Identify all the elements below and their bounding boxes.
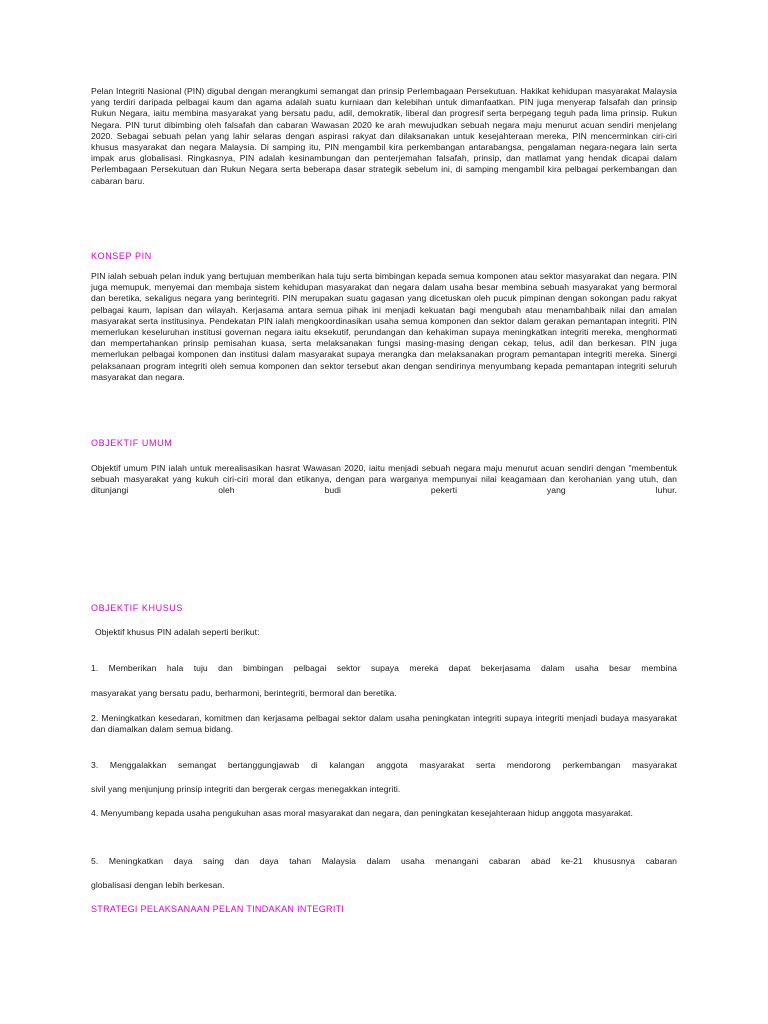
objektif-umum-heading: OBJEKTIF UMUM (91, 438, 173, 448)
objective-item-2: 2. Meningkatkan kesedaran, komitmen dan kerjasama pelbagai sektor dalam usaha peningkatan integriti supaya integriti menjadi budaya masyarakat dan diamalkan dalam semua bidang. (91, 713, 677, 735)
konsep-paragraph: PIN ialah sebuah pelan induk yang bertujuan memberikan hala tuju serta bimbingan kepada semua komponen atau sektor masyarakat dan negara. PIN juga memupuk, menyemai dan membaja sistem kehidupan masyarakat dan negara dalam usaha besar membina sebuah masyarakat yang bermoral dan beretika, sekaligus negara yang berintegriti. PIN merupakan suatu gagasan yang dicetuskan oleh pucuk pimpinan dengan sokongan padu rakyat pelbagai kaum, lapisan dan wilayah. Kerjasama antara semua pihak ini menjadi kekuatan bagi mengubah atau menambahbaik nilai dan amalan masyarakat serta institusinya. Pendekatan PIN ialah mengkoordinasikan usaha semua komponen dan sektor dalam gerakan pemantapan integriti. PIN memerlukan keseluruhan institusi governan negara iaitu eksekutif, perundangan dan kehakiman supaya meningkatkan integriti mereka, menghormati dan mempertahankan prinsip pemisahan kuasa, serta melaksanakan fungsi masing-masing dengan cekap, telus, adil dan berkesan. PIN juga memerlukan pelbagai komponen dan institusi dalam masyarakat supaya merangka dan melaksanakan program pemantapan integriti mereka. Sinergi pelaksanaan program integriti oleh semua komponen dan sektor tersebut akan dengan sendirinya menyumbang kepada pemantapan integriti seluruh masyarakat dan negara. (91, 271, 677, 382)
konsep-heading: KONSEP PIN (91, 251, 152, 261)
objective-item-1: 1. Memberikan hala tuju dan bimbingan pelbagai sektor supaya mereka dapat bekerjasama dalam usaha besar membina (91, 663, 677, 673)
objective-item-3: 3. Menggalakkan semangat bertanggungjawab di kalangan anggota masyarakat serta mendorong perkembangan masyarakat (91, 760, 677, 770)
objektif-khusus-intro: Objektif khusus PIN adalah seperti berikut: (95, 627, 260, 637)
objektif-umum-paragraph: Objektif umum PIN ialah untuk merealisasikan hasrat Wawasan 2020, iaitu menjadi sebuah negara maju menurut acuan sendiri dengan "membentuk sebuah masyarakat yang kukuh ciri-ciri moral dan etikanya, dengan para warganya mempunyai nilai keagamaan dan kerohanian yang utuh, dan ditunjangi oleh budi pekerti yang luhur. (91, 463, 677, 496)
intro-paragraph: Pelan Integriti Nasional (PIN) digubal dengan merangkumi semangat dan prinsip Perlembagaan Persekutuan. Hakikat kehidupan masyarakat Malaysia yang terdiri daripada pelbagai kaum dan agama adalah suatu kurniaan dan kelebihan untuk dimanfaatkan. PIN juga menyerap falsafah dan prinsip Rukun Negara, iaitu membina masyarakat yang bersatu padu, adil, demokratik, liberal dan progresif serta berpegang teguh pada lima prinsip. Rukun Negara. PIN turut dibimbing oleh falsafah dan cabaran Wawasan 2020 ke arah mewujudkan sebuah negara maju menurut acuan sendiri menjelang 2020. Sebagai sebuah pelan yang lahir selaras dengan aspirasi rakyat dan dilaksanakan untuk kesejahteraan mereka, PIN mencerminkan ciri-ciri khusus masyarakat dan negara Malaysia. Di samping itu, PIN mengambil kira perkembangan antarabangsa, pengalaman negara-negara lain serta impak arus globalisasi. Ringkasnya, PIN adalah kesinambungan dan penterjemahan falsafah, prinsip, dan matlamat yang hendak dicapai dalam Perlembagaan Persekutuan dan Rukun Negara serta beberapa dasar strategik sebelum ini, di samping mengambil kira pelbagai perkembangan dan cabaran baru. (91, 86, 677, 186)
objective-item-3-continued: sivil yang menjunjung prinsip integriti dan bergerak cergas menegakkan integriti. (91, 784, 401, 794)
objective-item-5-continued: globalisasi dengan lebih berkesan. (91, 880, 225, 890)
objective-item-1-continued: masyarakat yang bersatu padu, berharmoni, berintegriti, bermoral dan beretika. (91, 688, 397, 698)
objective-item-4: 4. Menyumbang kepada usaha pengukuhan asas moral masyarakat dan negara, dan peningkatan kesejahteraan hidup anggota masyarakat. (91, 808, 633, 818)
strategi-heading: STRATEGI PELAKSANAAN PELAN TINDAKAN INTEGRITI (91, 904, 345, 914)
objective-item-5: 5. Meningkatkan daya saing dan daya tahan Malaysia dalam usaha menangani cabaran abad ke-21 khususnya cabaran (91, 856, 677, 866)
objektif-khusus-heading: OBJEKTIF KHUSUS (91, 603, 184, 613)
